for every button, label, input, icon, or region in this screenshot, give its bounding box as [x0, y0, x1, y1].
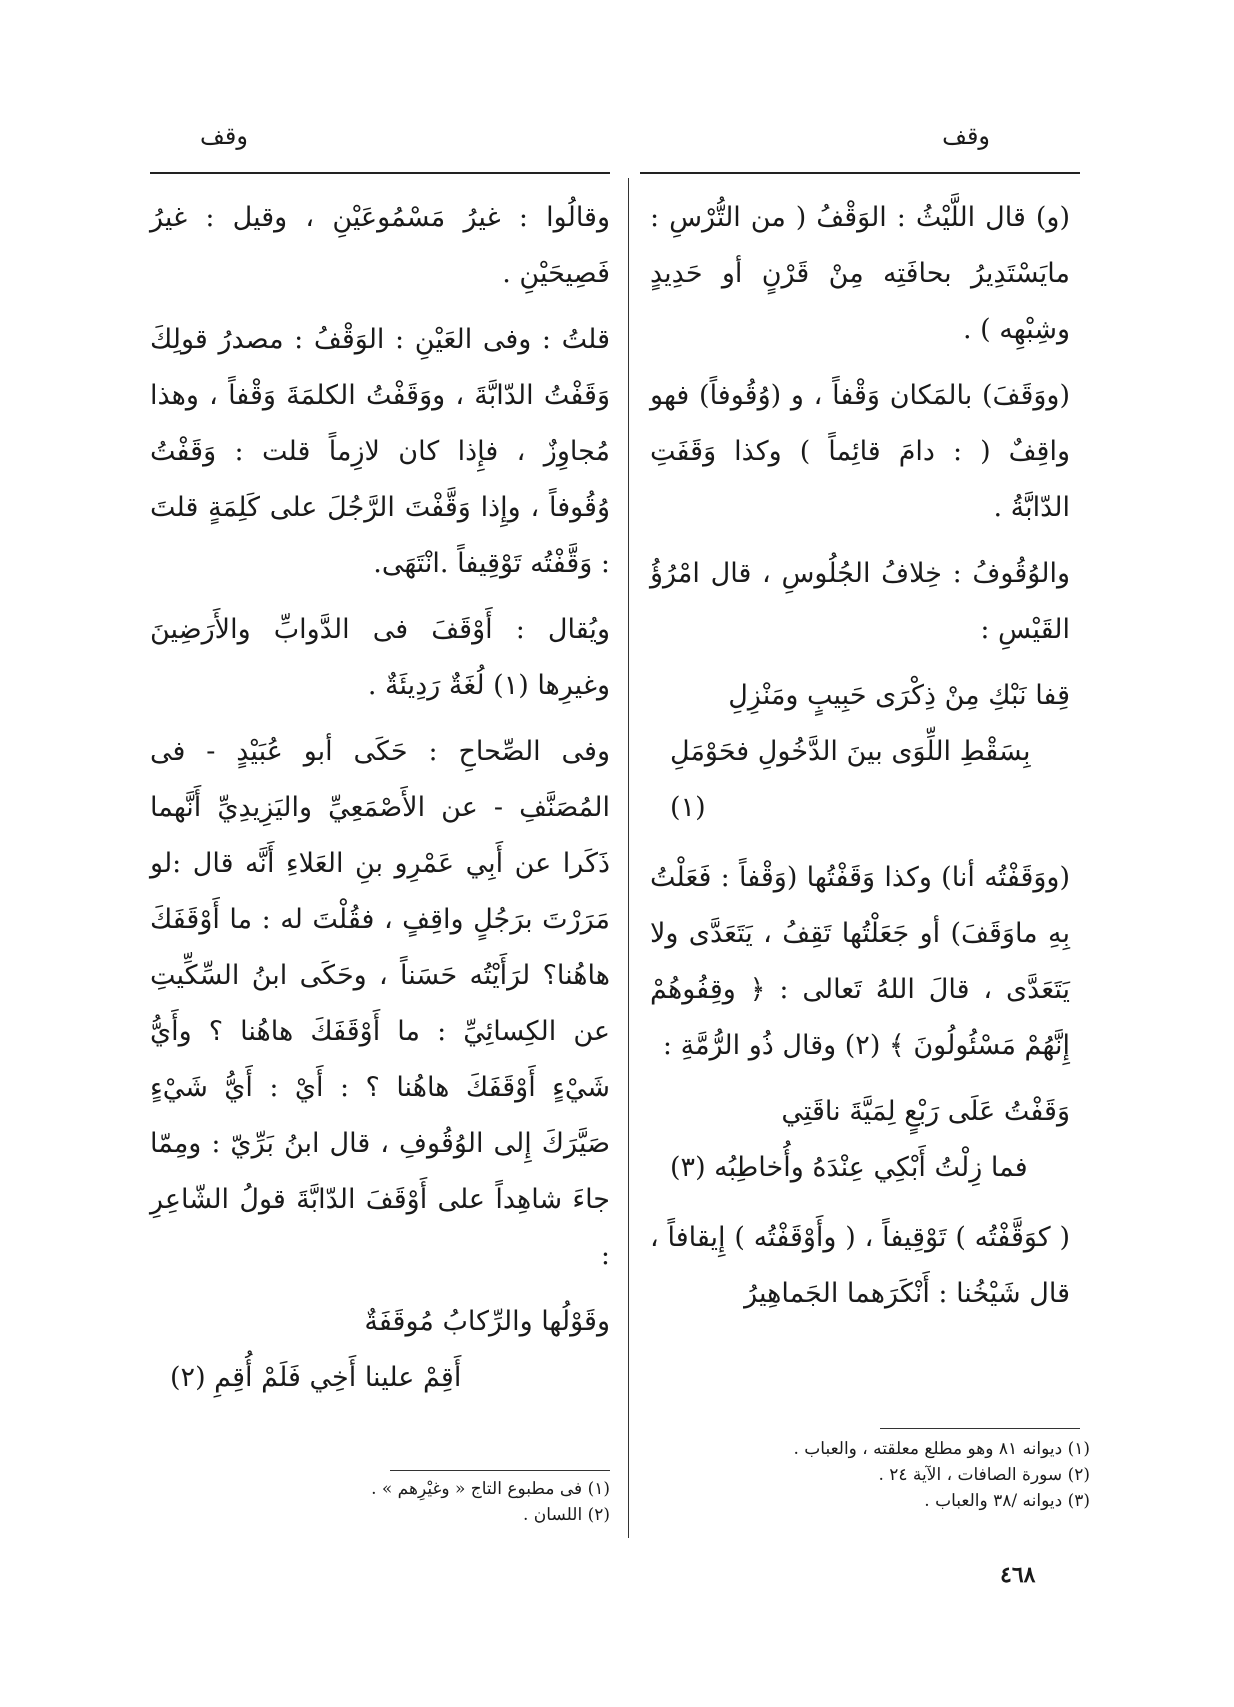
paragraph: (ووَقَفَ) بالمَكان وَقْفاً ، و (وُقُوفاً) فهو واقِفٌ ( : دامَ قائِماً ) وكذا وَقَفَتِ الدّابَّةُ . — [650, 380, 1070, 523]
running-header-left: وقف — [200, 122, 248, 150]
header-rule-right — [640, 172, 1080, 174]
paragraph: (ووَقَفْتُه أنا) وكذا وَقَفْتُها (وَقْفاً : فَعَلْتُ بِهِ ماوَقَفَ) أو جَعَلْتُها تَقِفُ ، يَتَعَدَّى ولا يَتَعَدَّى ، قالَ اللهُ تَعالى : ﴿ وقِفُوهُمْ إِنَّهُمْ مَسْئُولُونَ ﴾ (٢) وقال ذُو الرُّمَّةِ : — [650, 862, 1070, 1061]
verse-hemistich: قِفا نَبْكِ مِنْ ذِكْرَى حَبِيبٍ ومَنْزِلِ — [728, 680, 1070, 711]
footnote: (٢) سورة الصافات ، الآية ٢٤ . — [878, 1465, 1090, 1485]
verse-hemistich: وَقَفْتُ عَلَى رَبْعٍ لِمَيَّةَ ناقَتِي — [781, 1096, 1070, 1127]
paragraph: قلتُ : وفى العَيْنِ : الوَقْفُ : مصدرُ قولِكَ وَقَفْتُ الدّابَّةَ ، ووَقَفْتُ الكلمَةَ وَقْفاً ، وهذا مُجاوِزٌ ، فإِذا كان لازِماً قلت : وَقَفْتُ وُقُوفاً ، وإِذا وَقَّفْتَ الرَّجُلَ على كَلِمَةٍ قلتَ : وَقَّفْتُه تَوْقِيفاً .انْتَهَى. — [150, 324, 610, 579]
verse-hemistich: وقَوْلُها والرِّكابُ مُوقَفَةٌ — [364, 1306, 610, 1337]
footnote: (٢) اللسان . — [523, 1505, 610, 1525]
verse — [650, 668, 1070, 836]
paragraph: والوُقُوفُ : خِلافُ الجُلُوسِ ، قال امْرُؤُ القَيْسِ : — [650, 558, 1070, 645]
header-rule-left — [150, 172, 610, 174]
right-column — [650, 190, 1070, 1332]
verse-hemistich: فما زِلْتُ أَبْكِي عِنْدَهُ وأُخاطِبُه (٣) — [670, 1152, 1028, 1183]
footnote: (١) ديوانه ٨١ وهو مطلع معلقته ، والعباب . — [793, 1439, 1090, 1459]
paragraph: (و) قال اللَّيْثُ : الوَقْفُ ( من التُّرْسِ : مايَسْتَدِيرُ بحافَتِه مِنْ قَرْنٍ أو حَدِيدٍ وشِبْهِه ) . — [650, 202, 1070, 345]
footnote: (٣) ديوانه /٣٨ والعباب . — [924, 1491, 1090, 1511]
page-number: ٤٦٨ — [1000, 1562, 1036, 1588]
footnotes-right — [650, 1436, 1090, 1514]
verse-hemistich: بِسَقْطِ اللِّوَى بينَ الدَّخُولِ فحَوْمَلِ (١) — [670, 736, 1031, 823]
paragraph: ويُقال : أَوْقَفَ فى الدَّوابِّ والأَرَضِينَ وغيرِها (١) لُغَةٌ رَدِيئَةٌ . — [150, 614, 610, 701]
verse-hemistich: أَقِمْ علينا أَخِي فَلَمْ أُقِمِ (٢) — [170, 1362, 462, 1393]
running-header-right: وقف — [942, 122, 990, 150]
paragraph: وقالُوا : غيرُ مَسْمُوعَيْنِ ، وقيل : غيرُ فَصِيحَيْنِ . — [150, 202, 610, 289]
left-column — [150, 190, 610, 1420]
paragraph: وفى الصِّحاحِ : حَكَى أبو عُبَيْدٍ - فى المُصَنَّفِ - عن الأَصْمَعِيِّ واليَزِيدِيِّ أَنَّهما ذَكَرا عن أَبِي عَمْرِو بنِ العَلاءِ أَنَّه قال :لو مَرَرْتَ برَجُلٍ واقِفٍ ، فقُلْتَ له : ما أَوْقَفَكَ هاهُنا؟ لرَأَيْتُه حَسَناً ، وحَكَى ابنُ السِّكِّيتِ عن الكِسائِيِّ : ما أَوْقَفَكَ هاهُنا ؟ وأَيُّ شَيْءٍ أَوْقَفَكَ هاهُنا ؟ : أَيْ : أَيُّ شَيْءٍ صَيَّرَكَ إِلى الوُقُوفِ ، قال ابنُ بَرِّيّ : ومِمّا جاءَ شاهِداً على أَوْقَفَ الدّابَّةَ قولُ الشّاعِرِ : — [150, 736, 610, 1271]
verse — [650, 1084, 1070, 1196]
footnote-rule-left — [390, 1470, 610, 1471]
footnotes-left — [150, 1476, 610, 1528]
footnote: (١) فى مطبوع التاج « وغيْرِهم » . — [371, 1479, 610, 1499]
verse — [150, 1294, 610, 1406]
paragraph: ( كوَقَّفْتُه ) تَوْقِيفاً ، ( وأَوْقَفْتُه ) إِيقافاً ، قال شَيْخُنا : أَنْكَرَهما الجَماهِيرُ — [650, 1222, 1070, 1309]
column-divider — [628, 178, 629, 1538]
footnote-rule-right — [880, 1428, 1080, 1429]
